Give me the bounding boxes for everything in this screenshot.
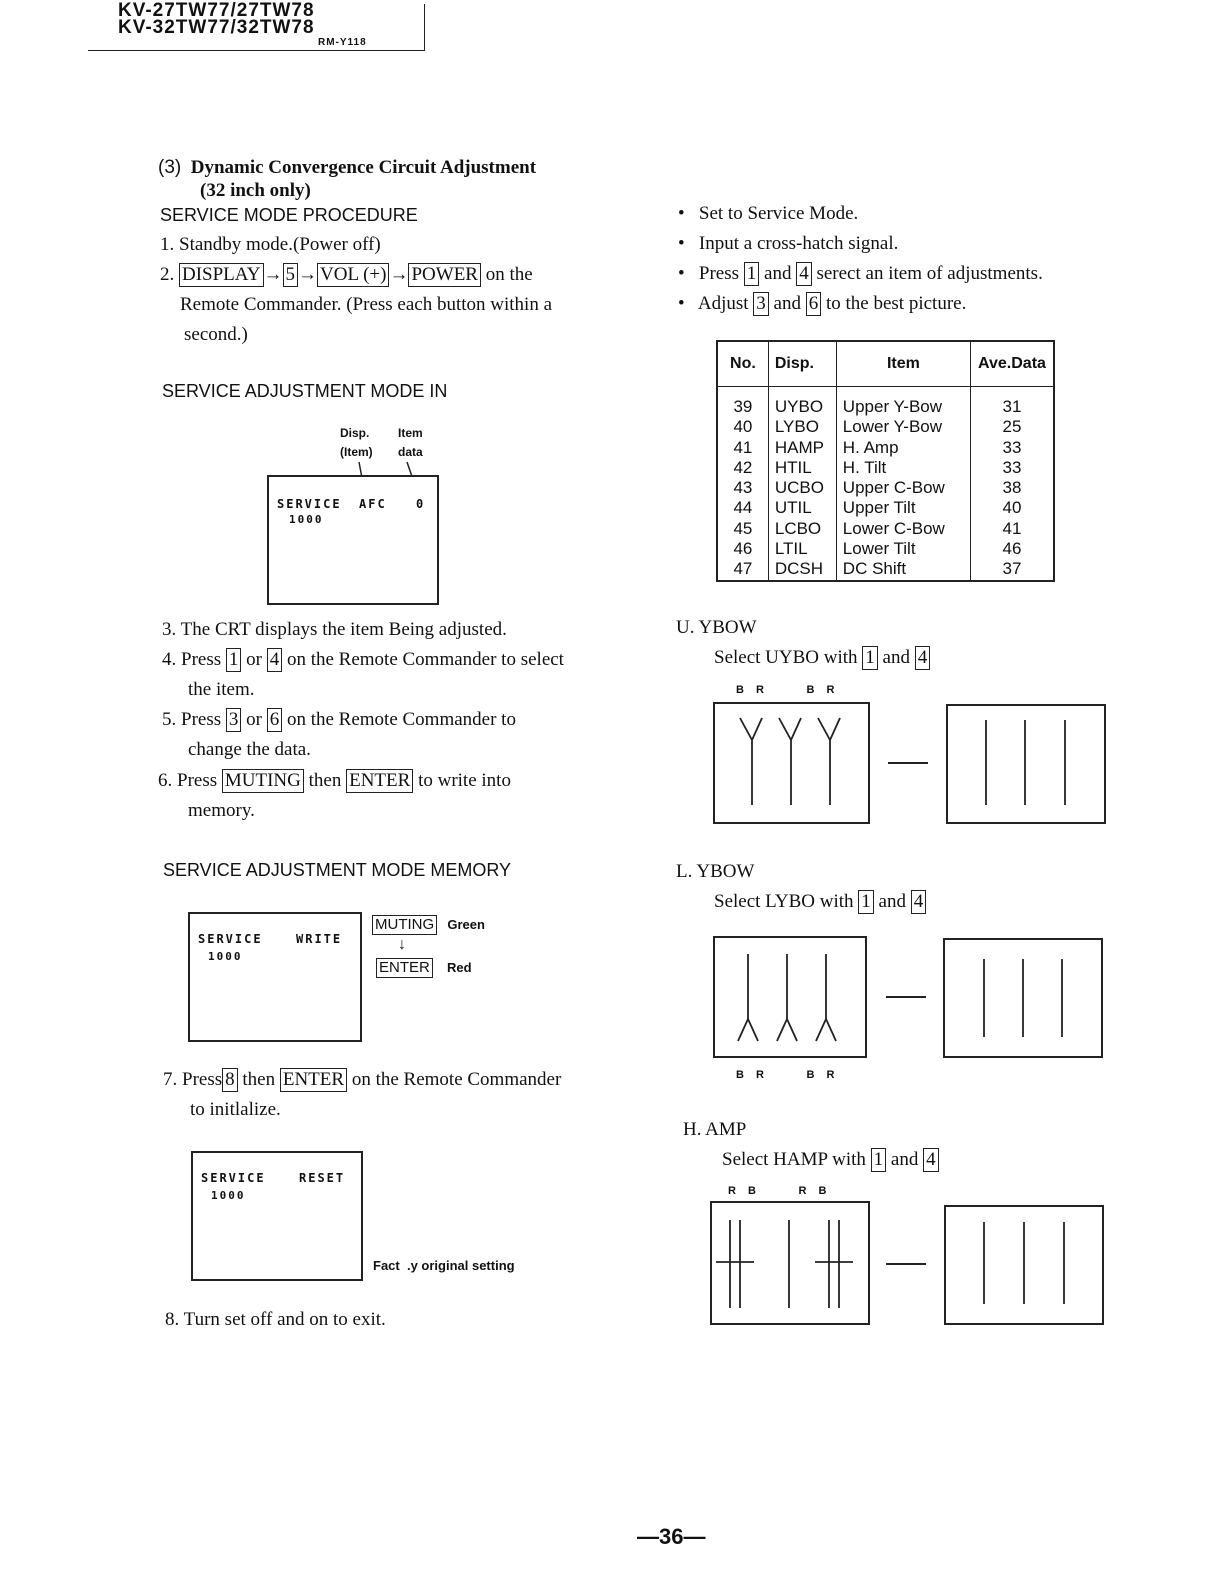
table-cell: Lower Y-Bow <box>836 417 970 437</box>
table-row <box>717 559 1054 580</box>
step-5: 5. Press 3 or 6 on the Remote Commander to <box>162 709 516 730</box>
table-cell: Lower Tilt <box>836 539 970 559</box>
table-row <box>717 387 1054 418</box>
step-3: 3. The CRT displays the item Being adjusted. <box>162 619 507 640</box>
table-cell: H. Amp <box>836 438 970 458</box>
table-cell: Lower C-Bow <box>836 519 970 539</box>
table-cell: LYBO <box>768 417 836 437</box>
table-cell: 43 <box>717 478 768 498</box>
table-cell: 42 <box>717 458 768 478</box>
lybow-instruction: Select LYBO with 1 and 4 <box>714 887 926 917</box>
table-cell: 37 <box>971 559 1055 580</box>
remote-model: RM-Y118 <box>318 37 367 48</box>
lybow-title: L. YBOW <box>676 861 755 882</box>
step-7-line-2: to initlalize. <box>190 1099 281 1120</box>
table-cell: 33 <box>971 438 1055 458</box>
step-6: 6. Press MUTING then ENTER to write into <box>158 770 511 791</box>
power-key: POWER <box>408 263 481 287</box>
table-cell: 40 <box>971 498 1055 518</box>
table-row <box>717 498 1054 518</box>
section-number: (3) <box>158 157 182 178</box>
step-8: 8. Turn set off and on to exit. <box>165 1309 386 1330</box>
table-row <box>717 519 1054 539</box>
callout-item-data: Item data <box>398 426 423 459</box>
display-key: DISPLAY <box>179 263 264 287</box>
screen-adjust-mode: SERVICE AFC 0 1000 <box>267 475 439 605</box>
table-cell: 25 <box>971 417 1055 437</box>
table-row <box>717 458 1054 478</box>
model-header <box>118 2 315 36</box>
table-cell: 31 <box>971 387 1055 418</box>
lybow-figure <box>712 934 1108 1060</box>
step-4: 4. Press 1 or 4 on the Remote Commander to select <box>162 649 564 670</box>
table-cell: Upper Tilt <box>836 498 970 518</box>
section-subtitle: (32 inch only) <box>200 180 311 201</box>
page-number: —36— <box>637 1524 706 1549</box>
table-cell: Upper Y-Bow <box>836 387 970 418</box>
step-2: 2. DISPLAY → 5 → VOL (+) → POWER on the <box>160 264 533 285</box>
table-cell: LCBO <box>768 519 836 539</box>
table-cell: 41 <box>971 519 1055 539</box>
uybow-instruction: Select UYBO with 1 and 4 <box>714 643 930 673</box>
callout-disp: Disp. (Item) <box>340 426 373 459</box>
enter-legend: ENTER Red <box>376 957 472 979</box>
table-cell: 41 <box>717 438 768 458</box>
table-cell: Upper C-Bow <box>836 478 970 498</box>
step-1: 1. Standby mode.(Power off) <box>160 234 381 255</box>
step-2-line-3: second.) <box>184 324 248 345</box>
table-cell: LTIL <box>768 539 836 559</box>
hamp-figure <box>708 1200 1108 1328</box>
table-cell: 46 <box>971 539 1055 559</box>
table-cell: 38 <box>971 478 1055 498</box>
bullet-1: • Set to Service Mode. <box>678 203 859 224</box>
bullet-4: • Adjust 3 and 6 to the best picture. <box>678 293 967 314</box>
lybow-color-labels: B R B R <box>736 1069 837 1081</box>
down-arrow: ↓ <box>398 936 406 953</box>
table-cell: UYBO <box>768 387 836 418</box>
step-6-line-2: memory. <box>188 800 255 821</box>
table-cell: 33 <box>971 458 1055 478</box>
screen-memory: SERVICE WRITE 1000 <box>188 912 362 1042</box>
bullet-2: • Input a cross-hatch signal. <box>678 233 899 254</box>
table-cell: UTIL <box>768 498 836 518</box>
table-cell: HTIL <box>768 458 836 478</box>
vol-plus-key: VOL (+) <box>317 263 389 287</box>
table-cell: H. Tilt <box>836 458 970 478</box>
table-row <box>717 478 1054 498</box>
table-cell: 40 <box>717 417 768 437</box>
table-row <box>717 438 1054 458</box>
model-line-1: KV-27TW77/27TW78 <box>118 0 315 21</box>
memory-heading: SERVICE ADJUSTMENT MODE MEMORY <box>163 860 512 880</box>
table-cell: 46 <box>717 539 768 559</box>
bullet-3: • Press 1 and 4 serect an item of adjustments. <box>678 263 1043 284</box>
model-line-2: KV-32TW77/32TW78 <box>118 17 315 38</box>
procedure-heading: SERVICE MODE PROCEDURE <box>160 205 418 225</box>
header-divider <box>424 4 425 51</box>
table-cell: DCSH <box>768 559 836 580</box>
table-cell: 44 <box>717 498 768 518</box>
hamp-color-labels: R B R B <box>728 1185 829 1197</box>
hamp-instruction: Select HAMP with 1 and 4 <box>722 1145 939 1175</box>
table-cell: HAMP <box>768 438 836 458</box>
muting-legend: MUTING Green <box>372 914 485 936</box>
table-cell: DC Shift <box>836 559 970 580</box>
screen-reset: SERVICE RESET 1000 <box>191 1151 363 1281</box>
table-cell: 39 <box>717 387 768 418</box>
table-row <box>717 539 1054 559</box>
table-cell: UCBO <box>768 478 836 498</box>
step-4-line-2: the item. <box>188 679 255 700</box>
uybow-figure <box>712 700 1108 826</box>
step-5-line-2: change the data. <box>188 739 311 760</box>
header-underline <box>88 50 424 51</box>
step-2-line-2: Remote Commander. (Press each button within a <box>180 294 553 315</box>
uybow-color-labels: B R B R <box>736 684 837 696</box>
section-title: Dynamic Convergence Circuit Adjustment <box>190 157 537 178</box>
key-5: 5 <box>283 263 299 287</box>
table-cell: 47 <box>717 559 768 580</box>
table-header-row: No. Disp. Item Ave.Data <box>717 341 1054 387</box>
table-row <box>717 417 1054 437</box>
step-7: 7. Press 8 then ENTER on the Remote Commander <box>163 1069 562 1090</box>
factory-note: Fact .y original setting <box>373 1258 515 1273</box>
hamp-title: H. AMP <box>683 1119 747 1140</box>
adjustment-table <box>716 340 1055 582</box>
table-cell: 45 <box>717 519 768 539</box>
adj-mode-in-heading: SERVICE ADJUSTMENT MODE IN <box>162 381 448 401</box>
uybow-title: U. YBOW <box>676 617 757 638</box>
